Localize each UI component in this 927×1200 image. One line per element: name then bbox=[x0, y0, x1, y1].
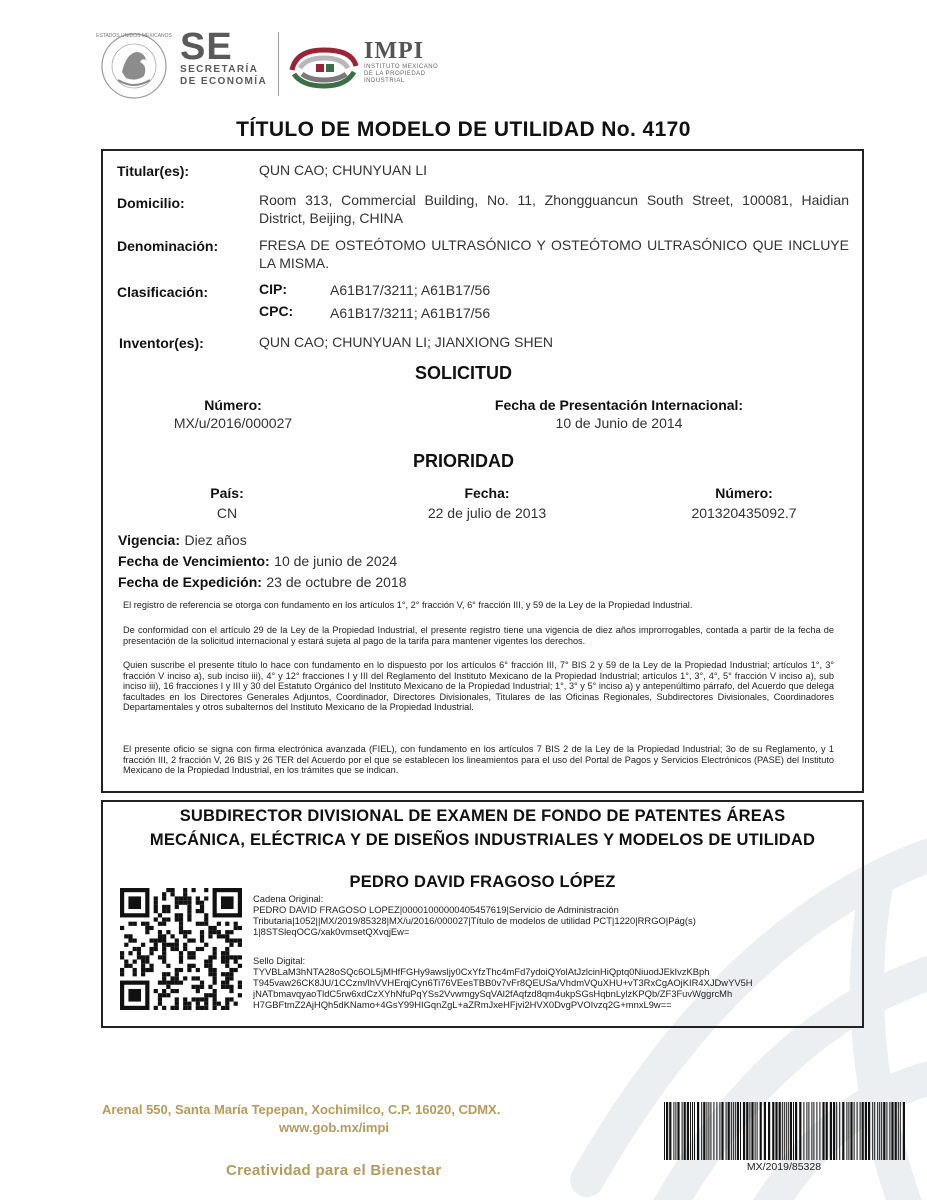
cadena-line: PEDRO DAVID FRAGOSO LOPEZ|00001000000405457619|Servicio de Administración bbox=[253, 904, 619, 915]
qr-code bbox=[120, 888, 242, 1010]
footer-slogan: Creatividad para el Bienestar bbox=[226, 1162, 442, 1179]
prioridad-pais-value: CN bbox=[216, 505, 238, 521]
cpc-value: A61B17/3211; A61B17/56 bbox=[330, 305, 491, 321]
cpc-label: CPC: bbox=[259, 303, 294, 319]
prioridad-fecha-label: Fecha: bbox=[464, 485, 510, 501]
domicilio-label: Domicilio: bbox=[117, 195, 185, 211]
cip-label: CIP: bbox=[259, 281, 287, 297]
barcode-label: MX/2019/85328 bbox=[746, 1161, 822, 1173]
sello-line: TYVBLaM3hNTA28oSQc6OL5jMHfFGHy9awsljy0CxYfzThc4mFd7ydoiQYolAtJzlcinHiQptq0NiuodJEkIvzKBph bbox=[253, 966, 710, 977]
signer-position-line2: MECÁNICA, ELÉCTRICA Y DE DISEÑOS INDUSTRIALES Y MODELOS DE UTILIDAD bbox=[149, 831, 816, 849]
prioridad-heading: PRIORIDAD bbox=[412, 451, 514, 471]
svg-text:ESTADOS UNIDOS MEXICANOS: ESTADOS UNIDOS MEXICANOS bbox=[96, 33, 172, 39]
vencimiento-label: Fecha de Vencimiento: bbox=[118, 553, 270, 569]
signer-name: PEDRO DAVID FRAGOSO LÓPEZ bbox=[349, 873, 616, 891]
impi-logo-icon bbox=[286, 40, 362, 92]
barcode bbox=[662, 1102, 906, 1160]
prioridad-pais-label: País: bbox=[210, 485, 244, 501]
titular-value: QUN CAO; CHUNYUAN LI bbox=[259, 162, 428, 178]
sello-line: jNATbmavqyaoTldC5rw6xdCzXYhNfuPqYSs2VvwmgySqVAl2fAqfzd8qm4ukpSGsHqbnLylzKPQb/ZF3FuvWggrcMh bbox=[253, 988, 733, 999]
solicitud-heading: SOLICITUD bbox=[415, 363, 512, 383]
cip-value: A61B17/3211; A61B17/56 bbox=[330, 282, 491, 298]
expedicion-row bbox=[118, 573, 407, 592]
cadena-label: Cadena Original: bbox=[253, 893, 324, 904]
cadena-line: 1|8STSleqOCG/xak0vmsetQXvqjEw= bbox=[253, 926, 410, 937]
vigencia-row bbox=[118, 531, 247, 550]
solicitud-numero-label: Número: bbox=[204, 397, 262, 413]
vigencia-label: Vigencia: bbox=[118, 532, 180, 548]
vencimiento-row bbox=[118, 552, 397, 571]
se-line1: SECRETARÍA bbox=[180, 64, 259, 75]
vencimiento-value: 10 de junio de 2024 bbox=[274, 553, 398, 569]
clasificacion-label: Clasificación: bbox=[117, 284, 209, 300]
prioridad-numero-value: 201320435092.7 bbox=[691, 505, 797, 521]
se-line2: DE ECONOMÍA bbox=[180, 76, 268, 87]
expedicion-label: Fecha de Expedición: bbox=[118, 574, 262, 590]
expedicion-value: 23 de octubre de 2018 bbox=[266, 574, 407, 590]
sello-line: H7GBFtmZ2AjHQh5dKNamo+4GsY99HIGqnZgL+aZRmJxeHFjvi2HVX0DvgPVOIvzq2G+mnxL9w== bbox=[253, 999, 672, 1010]
impi-logo bbox=[364, 38, 444, 85]
vigencia-value: Diez años bbox=[184, 532, 247, 548]
legal-paragraph-3: Quien suscribe el presente título lo hace con fundamento en lo dispuesto por los artículos 6° fracción III, 7° BIS 2 y 59 de la Ley de la Propiedad Industrial; artículos 1°, 3° fracción V inciso a), sub inciso iii), 4° y 12° fracciones I y III del Reglamento del Instituto Mexicano de la Propiedad Industrial; artículos 1°, 3°, 4°, 5° fracción V inciso a), sub inciso iii), 16 fracciones I y III y 30 del Estatuto Orgánico del Instituto Mexicano de la Propiedad Industrial; 1°, 3° y 5° inciso a) y antepenúltimo párrafo, del Acuerdo que delega facultades en los Directores Generales Adjuntos, Coordinador, Directores Divisionales, Titulares de las Oficinas Regionales, Subdirectores Divisionales, Coordinadores Departamentales y otros subalternos del Instituto Mexicano de la Propiedad Industrial. bbox=[123, 660, 834, 713]
denominacion-value: FRESA DE OSTEÓTOMO ULTRASÓNICO Y OSTEÓTOMO ULTRASÓNICO QUE INCLUYE LA MISMA. bbox=[259, 237, 849, 271]
impi-logo-text: IMPI bbox=[364, 38, 424, 64]
legal-paragraph-2: De conformidad con el artículo 29 de la Ley de la Propiedad Industrial, el presente registro tiene una vigencia de diez años improrrogables, contada a partir de la fecha de presentación de la solicitud internacional y estará sujeta al pago de la tarifa para mantener vigentes los derechos. bbox=[123, 625, 834, 646]
cadena-line: Tributaria|1052||MX/2019/85328|MX/u/2016/000027|Título de modelos de utilidad PCT|1220|RRGO|Pág(s) bbox=[253, 915, 696, 926]
legal-paragraph-1: El registro de referencia se otorga con fundamento en los artículos 1°, 2° fracción V, 6° fracción III, y 59 de la Ley de la Propiedad Industrial. bbox=[123, 600, 693, 610]
sello-digital-block bbox=[253, 955, 853, 1010]
footer-website[interactable]: www.gob.mx/impi bbox=[279, 1120, 390, 1135]
signer-position-line1: SUBDIRECTOR DIVISIONAL DE EXAMEN DE FONDO DE PATENTES ÁREAS bbox=[179, 807, 786, 825]
prioridad-fecha-value: 22 de julio de 2013 bbox=[427, 505, 547, 521]
mexico-seal-icon bbox=[96, 28, 172, 100]
legal-paragraph-4: El presente oficio se signa con firma electrónica avanzada (FIEL), con fundamento en los artículos 7 BIS 2 de la Ley de la Propiedad Industrial; 3o de su Reglamento, y 1 fracción III, 2 fracción V, 26 BIS y 26 TER del Acuerdo por el que se establecen los lineamientos para el uso del Portal de Pagos y Servicios Electrónicos (PASE) del Instituto Mexicano de la Propiedad Industrial, en los trámites que se indican. bbox=[123, 744, 834, 776]
inventor-value: QUN CAO; CHUNYUAN LI; JIANXIONG SHEN bbox=[259, 334, 554, 350]
se-logo bbox=[180, 26, 268, 88]
inventor-label: Inventor(es): bbox=[119, 335, 204, 351]
domicilio-value: Room 313, Commercial Building, No. 11, Zhongguancun South Street, 100081, Haidian District, Beijing, CHINA bbox=[259, 192, 849, 226]
header-divider bbox=[278, 32, 279, 96]
cadena-original-block bbox=[253, 893, 853, 937]
impi-subtitle: INSTITUTO MEXICANO DE LA PROPIEDAD INDUSTRIAL bbox=[364, 64, 439, 84]
sello-line: T945vaw26CK8JU/1CCzm/lhVVHErqjCyn6Ti76VEesTBB0v7vFr8QEUSa/VhdmVQuXHU+vT3RxCgAOjKIR4XJDwYV5H bbox=[253, 977, 753, 988]
se-logo-text: SE bbox=[180, 26, 233, 68]
solicitud-fecha-value: 10 de Junio de 2014 bbox=[555, 415, 683, 431]
prioridad-numero-label: Número: bbox=[715, 485, 773, 501]
titular-label: Titular(es): bbox=[117, 163, 190, 179]
sello-label: Sello Digital: bbox=[253, 955, 306, 966]
solicitud-numero-value: MX/u/2016/000027 bbox=[173, 415, 293, 431]
footer-address: Arenal 550, Santa María Tepepan, Xochimilco, C.P. 16020, CDMX. bbox=[102, 1102, 501, 1117]
solicitud-fecha-label: Fecha de Presentación Internacional: bbox=[494, 397, 744, 413]
denominacion-label: Denominación: bbox=[117, 238, 219, 254]
document-title: TÍTULO DE MODELO DE UTILIDAD No. 4170 bbox=[236, 118, 691, 141]
